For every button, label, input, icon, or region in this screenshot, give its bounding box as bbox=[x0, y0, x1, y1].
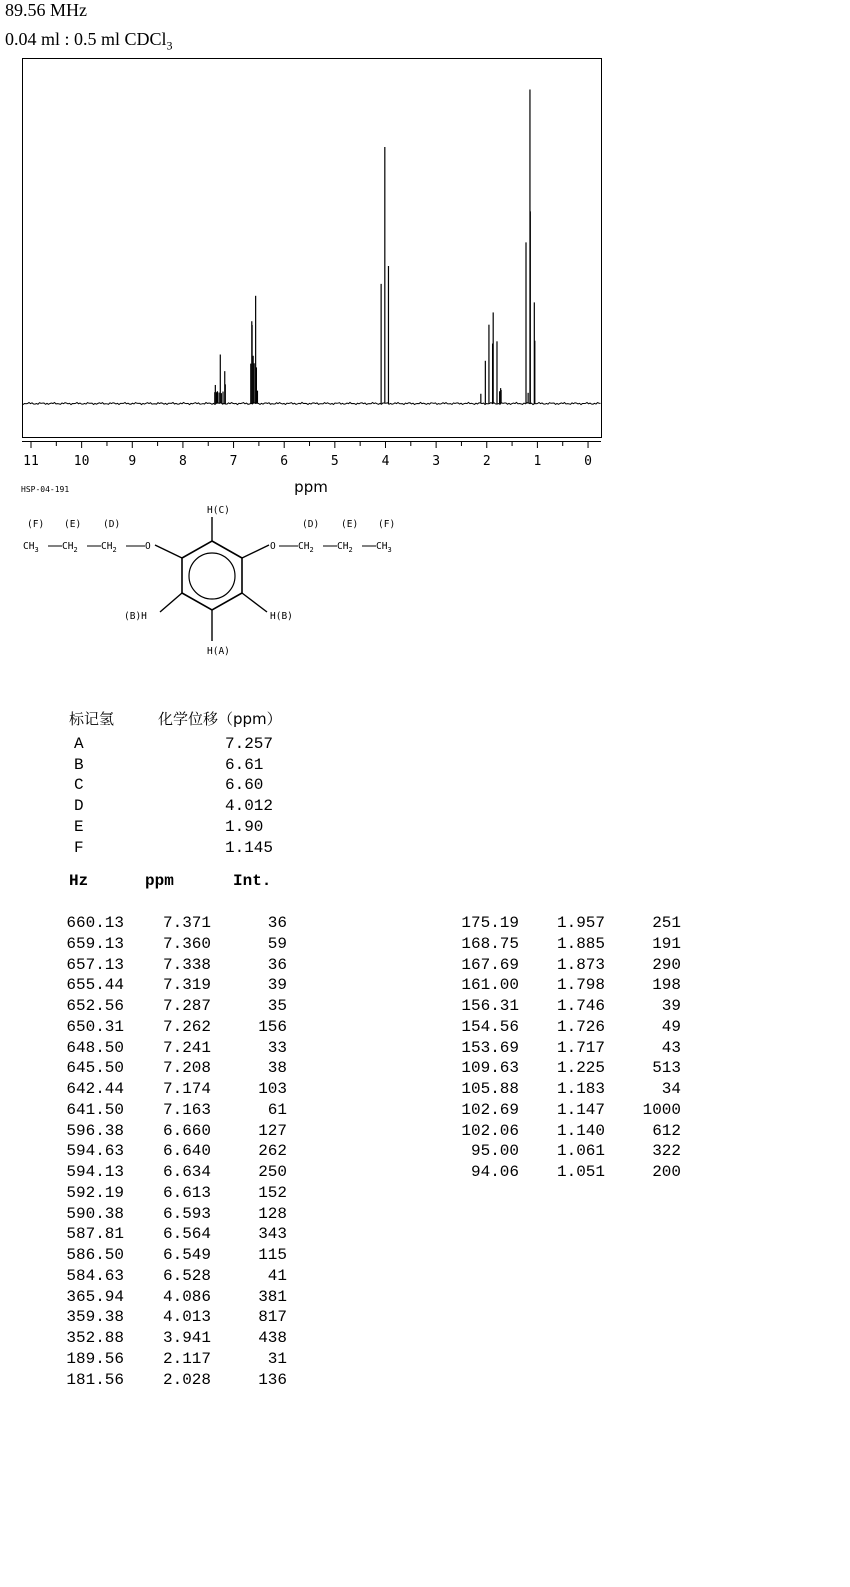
plot-frame bbox=[23, 59, 602, 438]
x-tick-label: 8 bbox=[179, 454, 187, 469]
peak-ppm: 7.360 bbox=[162, 934, 211, 953]
bond bbox=[242, 545, 269, 558]
peak-int: 251 bbox=[652, 914, 681, 932]
peak-ppm: 1.225 bbox=[556, 1059, 605, 1078]
peak-hz: 660.13 bbox=[66, 914, 124, 932]
hydrogen-b-left-label: (B)H bbox=[124, 611, 147, 622]
peak-hz: 352.88 bbox=[66, 1329, 124, 1347]
ch3-right: $CH_3$ bbox=[376, 541, 392, 554]
bond bbox=[242, 593, 267, 612]
peak-ppm: 2.028 bbox=[162, 1370, 211, 1389]
peak-int: 35 bbox=[267, 997, 287, 1015]
peak-ppm: 4.086 bbox=[162, 1287, 211, 1306]
peak-hz: 154.56 bbox=[461, 1017, 519, 1036]
x-tick-label: 5 bbox=[330, 454, 339, 469]
label-e-right: (E) bbox=[341, 519, 359, 530]
assignment-label: A bbox=[74, 735, 84, 753]
ch2-right-1: $CH_2$ bbox=[298, 541, 314, 554]
spectrum-baseline bbox=[23, 402, 601, 404]
col-header-ppm: ppm bbox=[145, 872, 174, 890]
peak-int: 136 bbox=[258, 1370, 287, 1389]
peak-int: 38 bbox=[267, 1059, 287, 1078]
peak-int: 39 bbox=[661, 997, 681, 1015]
assignment-label: B bbox=[74, 755, 84, 774]
x-tick-label: 3 bbox=[432, 454, 441, 469]
peak-int: 612 bbox=[652, 1121, 681, 1140]
peak-ppm: 6.528 bbox=[162, 1266, 211, 1285]
peak-hz: 641.50 bbox=[66, 1100, 124, 1119]
peak-int: 191 bbox=[652, 934, 681, 953]
peak-ppm: 6.564 bbox=[162, 1225, 211, 1244]
peak-hz: 175.19 bbox=[461, 914, 519, 932]
ch2-right-2: $CH_2$ bbox=[337, 541, 353, 554]
peak-hz: 102.69 bbox=[461, 1100, 519, 1119]
assignment-shift: 7.257 bbox=[225, 735, 274, 753]
peak-int: 198 bbox=[652, 976, 681, 995]
oxygen-left: O bbox=[145, 541, 151, 552]
peak-ppm: 1.957 bbox=[556, 914, 605, 932]
peak-hz: 596.38 bbox=[66, 1121, 124, 1140]
assignment-shift: 1.145 bbox=[225, 838, 274, 857]
peak-int: 43 bbox=[661, 1038, 681, 1057]
peak-ppm: 1.061 bbox=[556, 1142, 605, 1161]
peak-int: 290 bbox=[652, 955, 681, 974]
peak-hz: 592.19 bbox=[66, 1183, 124, 1202]
peak-hz: 584.63 bbox=[66, 1266, 124, 1285]
col-header-hz: Hz bbox=[69, 872, 89, 890]
peak-ppm: 1.798 bbox=[556, 976, 605, 995]
assignment-label: C bbox=[74, 776, 84, 795]
aromatic-circle bbox=[189, 553, 235, 599]
peak-ppm: 1.746 bbox=[556, 997, 605, 1015]
peak-ppm: 7.338 bbox=[162, 955, 211, 974]
x-tick-label: 2 bbox=[482, 454, 491, 469]
assignment-label: F bbox=[74, 838, 84, 857]
hydrogen-b-right-label: H(B) bbox=[270, 611, 293, 622]
x-axis-tick-labels bbox=[23, 454, 592, 469]
peak-int: 36 bbox=[267, 914, 287, 932]
x-axis-label: ppm bbox=[294, 478, 328, 496]
assignment-shift: 6.60 bbox=[225, 776, 264, 795]
label-f-left: (F) bbox=[27, 519, 45, 530]
peak-hz: 189.56 bbox=[66, 1349, 124, 1368]
x-tick-label: 1 bbox=[533, 454, 542, 469]
peak-ppm: 2.117 bbox=[162, 1349, 211, 1368]
peak-hz: 645.50 bbox=[66, 1059, 124, 1078]
peak-int: 49 bbox=[661, 1017, 681, 1036]
peak-hz: 650.31 bbox=[66, 1017, 124, 1036]
peak-int: 41 bbox=[267, 1266, 287, 1285]
ch3-left: $CH_3$ bbox=[23, 541, 39, 554]
x-tick-label: 9 bbox=[128, 454, 137, 469]
peak-int: 31 bbox=[267, 1349, 287, 1368]
x-tick-label: 11 bbox=[23, 454, 39, 469]
peak-hz: 587.81 bbox=[66, 1225, 124, 1244]
peak-ppm: 6.660 bbox=[162, 1121, 211, 1140]
x-tick-label: 6 bbox=[280, 454, 289, 469]
peak-int: 322 bbox=[652, 1142, 681, 1161]
peak-int: 115 bbox=[258, 1246, 287, 1264]
peak-ppm: 6.593 bbox=[162, 1204, 211, 1223]
sample-subscript: 3 bbox=[166, 38, 173, 53]
peak-ppm: 1.147 bbox=[556, 1100, 605, 1119]
peak-ppm: 1.140 bbox=[556, 1121, 605, 1140]
peak-int: 343 bbox=[258, 1225, 287, 1244]
nmr-spectrum-chart bbox=[0, 0, 850, 700]
peak-int: 262 bbox=[258, 1142, 287, 1161]
peak-int: 34 bbox=[661, 1080, 681, 1098]
hydrogen-a-label: H(A) bbox=[207, 646, 230, 657]
label-d-right: (D) bbox=[302, 519, 320, 530]
peak-ppm: 7.287 bbox=[162, 997, 211, 1015]
peak-ppm: 7.371 bbox=[162, 914, 211, 932]
assignment-header-label: 标记氢 bbox=[69, 710, 115, 728]
peak-ppm: 6.549 bbox=[162, 1246, 211, 1264]
peak-int: 39 bbox=[267, 976, 287, 995]
sample-code: HSP-04-191 bbox=[21, 485, 70, 494]
peak-int: 513 bbox=[652, 1059, 681, 1078]
x-axis-ticks bbox=[31, 441, 588, 448]
peak-hz: 594.13 bbox=[66, 1163, 124, 1181]
assignment-shift: 4.012 bbox=[225, 797, 274, 816]
assignment-shift: 1.90 bbox=[225, 817, 264, 836]
col-header-int: Int. bbox=[233, 872, 272, 890]
peak-hz: 659.13 bbox=[66, 934, 124, 953]
peak-int: 1000 bbox=[642, 1100, 681, 1119]
x-tick-label: 0 bbox=[584, 454, 592, 469]
peak-ppm: 6.613 bbox=[162, 1183, 211, 1202]
peak-hz: 156.31 bbox=[461, 997, 519, 1015]
ch2-left-1: $CH_2$ bbox=[62, 541, 78, 554]
peak-ppm: 7.163 bbox=[162, 1100, 211, 1119]
label-e-left: (E) bbox=[64, 519, 82, 530]
peak-hz: 365.94 bbox=[66, 1287, 124, 1306]
peak-ppm: 6.634 bbox=[162, 1163, 211, 1181]
label-f-right: (F) bbox=[378, 519, 396, 530]
peak-int: 250 bbox=[258, 1163, 287, 1181]
peak-ppm: 7.241 bbox=[162, 1038, 211, 1057]
peak-int: 36 bbox=[267, 955, 287, 974]
peak-int: 127 bbox=[258, 1121, 287, 1140]
peak-hz: 594.63 bbox=[66, 1142, 124, 1161]
peak-ppm: 7.319 bbox=[162, 976, 211, 995]
peak-hz: 105.88 bbox=[461, 1080, 519, 1098]
bond bbox=[155, 545, 182, 558]
ch2-left-2: $CH_2$ bbox=[101, 541, 117, 554]
label-d-left: (D) bbox=[103, 519, 121, 530]
peak-hz: 655.44 bbox=[66, 976, 124, 995]
peak-hz: 94.06 bbox=[470, 1163, 519, 1181]
peak-ppm: 1.726 bbox=[556, 1017, 605, 1036]
x-tick-label: 4 bbox=[381, 454, 390, 469]
assignment-header-shift: 化学位移（ppm） bbox=[158, 710, 282, 728]
bond bbox=[160, 593, 182, 612]
peak-ppm: 1.885 bbox=[556, 934, 605, 953]
peak-lines bbox=[215, 90, 535, 404]
peak-ppm: 1.717 bbox=[556, 1038, 605, 1057]
peak-int: 59 bbox=[267, 934, 287, 953]
peak-ppm: 1.051 bbox=[556, 1163, 605, 1181]
peak-int: 128 bbox=[258, 1204, 287, 1223]
peak-int: 103 bbox=[258, 1080, 287, 1098]
peak-ppm: 6.640 bbox=[162, 1142, 211, 1161]
peak-hz: 642.44 bbox=[66, 1080, 124, 1098]
peak-hz: 102.06 bbox=[461, 1121, 519, 1140]
peak-ppm: 7.262 bbox=[162, 1017, 211, 1036]
peak-hz: 153.69 bbox=[461, 1038, 519, 1057]
spectrometer-frequency: 89.56 MHz bbox=[5, 0, 87, 20]
peak-int: 152 bbox=[258, 1183, 287, 1202]
peak-int: 381 bbox=[258, 1287, 287, 1306]
peak-int: 200 bbox=[652, 1163, 681, 1181]
x-tick-label: 10 bbox=[73, 454, 90, 469]
x-tick-label: 7 bbox=[229, 454, 238, 469]
peak-hz: 657.13 bbox=[66, 955, 124, 974]
peak-hz: 161.00 bbox=[461, 976, 519, 995]
peak-hz: 167.69 bbox=[461, 955, 519, 974]
peak-hz: 109.63 bbox=[461, 1059, 519, 1078]
peak-hz: 586.50 bbox=[66, 1246, 124, 1264]
peak-int: 438 bbox=[258, 1329, 287, 1347]
assignment-shift: 6.61 bbox=[225, 755, 264, 774]
benzene-ring bbox=[182, 541, 242, 610]
peak-int: 61 bbox=[267, 1100, 287, 1119]
assignment-label: E bbox=[74, 817, 84, 836]
peak-ppm: 7.174 bbox=[162, 1080, 211, 1098]
peak-hz: 95.00 bbox=[470, 1142, 519, 1161]
peak-ppm: 4.013 bbox=[162, 1308, 211, 1327]
peak-ppm: 7.208 bbox=[162, 1059, 211, 1078]
peak-hz: 168.75 bbox=[461, 934, 519, 953]
chemical-structure bbox=[23, 505, 395, 657]
peak-hz: 648.50 bbox=[66, 1038, 124, 1057]
peak-hz: 652.56 bbox=[66, 997, 124, 1015]
peak-int: 817 bbox=[258, 1308, 287, 1327]
assignment-label: D bbox=[74, 797, 84, 816]
peak-ppm: 1.873 bbox=[556, 955, 605, 974]
sample-text: 0.04 ml : 0.5 ml CDCl bbox=[5, 29, 167, 49]
peak-hz: 181.56 bbox=[66, 1370, 124, 1389]
peak-hz: 359.38 bbox=[66, 1308, 124, 1327]
peak-ppm: 1.183 bbox=[556, 1080, 605, 1098]
peak-hz: 590.38 bbox=[66, 1204, 124, 1223]
oxygen-right: O bbox=[270, 541, 276, 552]
peak-int: 156 bbox=[258, 1017, 287, 1036]
peak-int: 33 bbox=[267, 1038, 287, 1057]
peak-ppm: 3.941 bbox=[162, 1329, 211, 1347]
hydrogen-c-label: H(C) bbox=[207, 505, 230, 516]
